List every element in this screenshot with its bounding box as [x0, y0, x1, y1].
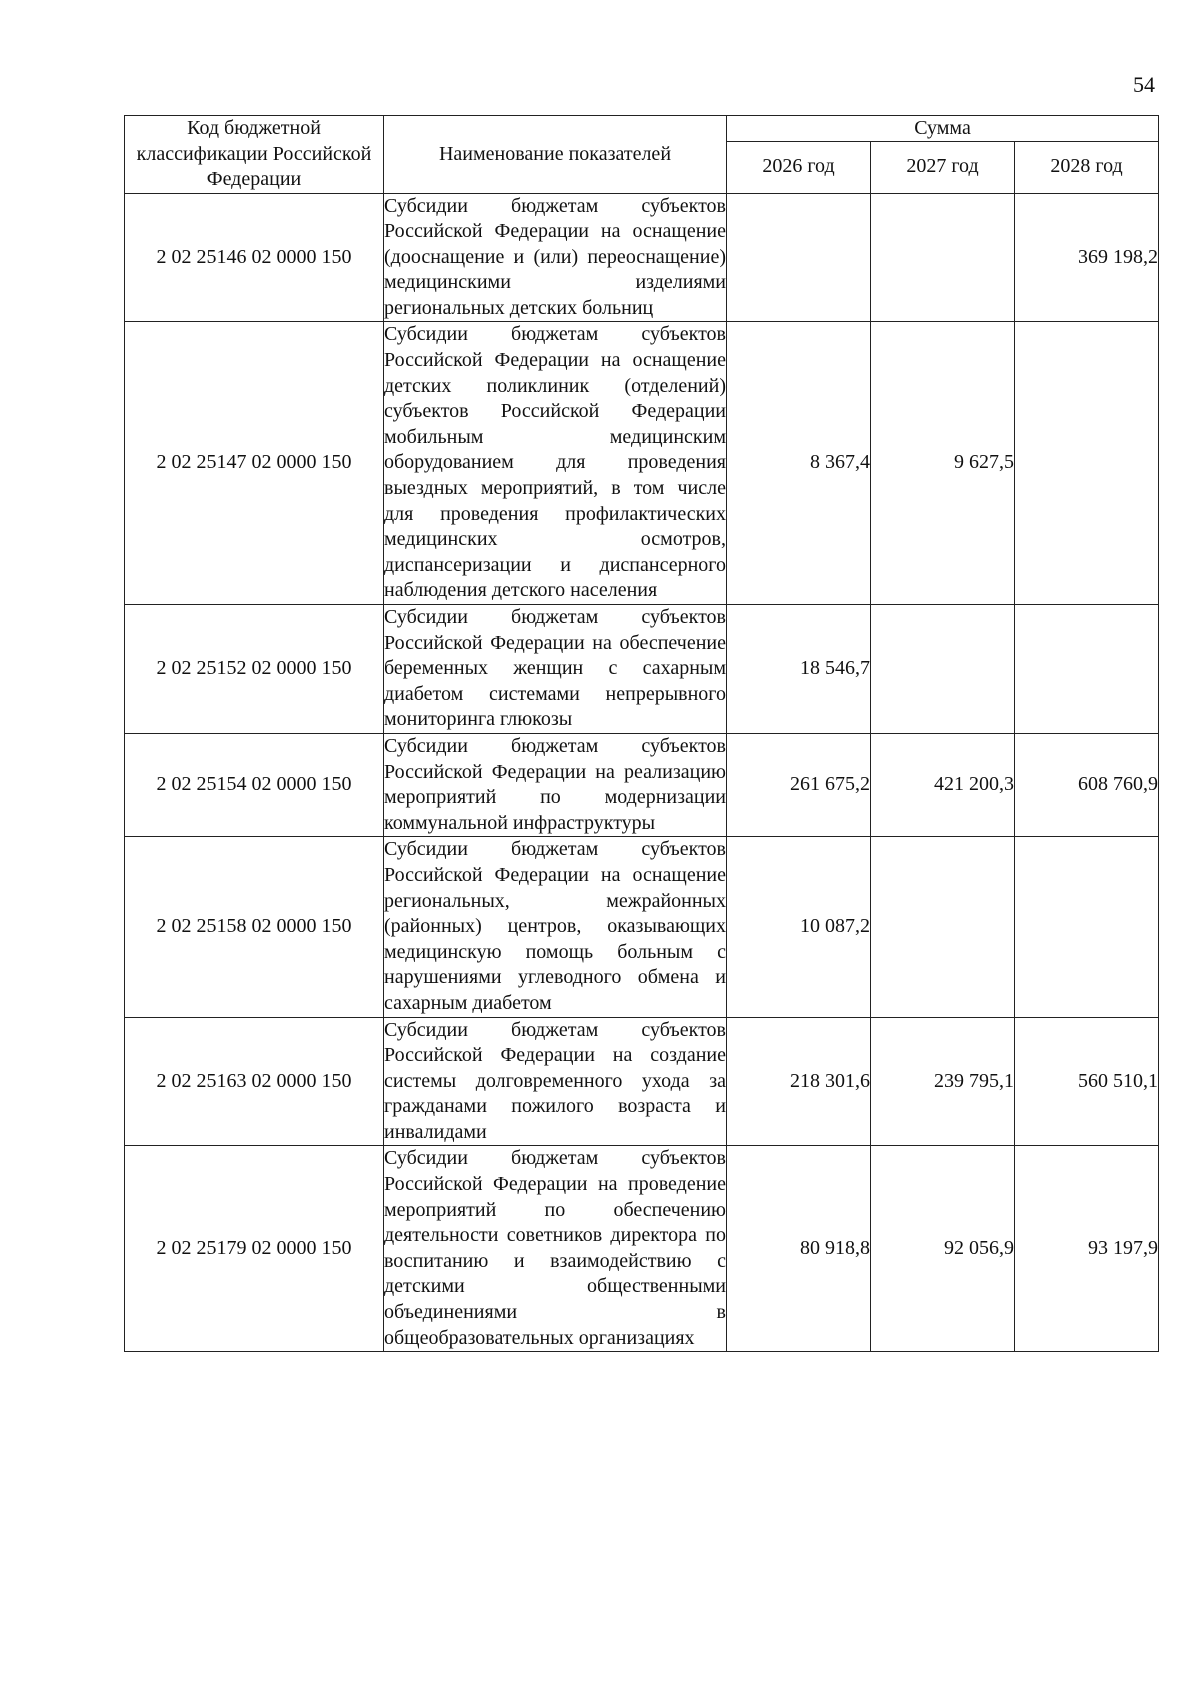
row-name: Субсидии бюджетам субъектов Российской Федерации на оснащение региональных, межрайонных (районных) центров, оказывающих медицинскую помощь больным с нарушениями углеводного обмена и сахарным диабетом — [384, 837, 727, 1017]
row-value-2028: 369 198,2 — [1015, 193, 1159, 322]
row-value-2028 — [1015, 605, 1159, 734]
row-name: Субсидии бюджетам субъектов Российской Федерации на оснащение (дооснащение и (или) переоснащение) медицинскими изделиями региональных детских больниц — [384, 193, 727, 322]
table-row — [125, 605, 1159, 734]
row-value-2027: 239 795,1 — [871, 1017, 1015, 1146]
row-value-2028: 93 197,9 — [1015, 1146, 1159, 1352]
row-code: 2 02 25146 02 0000 150 — [125, 193, 384, 322]
row-code: 2 02 25154 02 0000 150 — [125, 733, 384, 836]
header-year-2027: 2027 год — [871, 141, 1015, 193]
row-name: Субсидии бюджетам субъектов Российской Федерации на реализацию мероприятий по модернизации коммунальной инфраструктуры — [384, 733, 727, 836]
table-row — [125, 1017, 1159, 1146]
row-value-2026: 10 087,2 — [727, 837, 871, 1017]
row-value-2027: 421 200,3 — [871, 733, 1015, 836]
row-value-2028: 560 510,1 — [1015, 1017, 1159, 1146]
row-name: Субсидии бюджетам субъектов Российской Федерации на создание системы долговременного ухода за гражданами пожилого возраста и инвалидами — [384, 1017, 727, 1146]
table-row — [125, 1146, 1159, 1352]
row-value-2028 — [1015, 837, 1159, 1017]
row-value-2026: 8 367,4 — [727, 322, 871, 605]
row-value-2026: 218 301,6 — [727, 1017, 871, 1146]
header-year-2026: 2026 год — [727, 141, 871, 193]
row-value-2027: 92 056,9 — [871, 1146, 1015, 1352]
row-code: 2 02 25179 02 0000 150 — [125, 1146, 384, 1352]
row-name: Субсидии бюджетам субъектов Российской Федерации на обеспечение беременных женщин с сахарным диабетом системами непрерывного мониторинга глюкозы — [384, 605, 727, 734]
row-value-2026 — [727, 193, 871, 322]
row-name: Субсидии бюджетам субъектов Российской Федерации на проведение мероприятий по обеспечению деятельности советников директора по воспитанию и взаимодействию с детскими общественными объединениями в общеобразовательных организациях — [384, 1146, 727, 1352]
row-name: Субсидии бюджетам субъектов Российской Федерации на оснащение детских поликлиник (отделений) субъектов Российской Федерации мобильным медицинским оборудованием для проведения выездных мероприятий, в том числе для проведения профилактических медицинских осмотров, диспансеризации и диспансерного наблюдения детского населения — [384, 322, 727, 605]
header-sum: Сумма — [727, 116, 1159, 142]
row-value-2028 — [1015, 322, 1159, 605]
header-code: Код бюджетной классификации Российской Федерации — [125, 116, 384, 194]
table-row — [125, 322, 1159, 605]
row-value-2026: 80 918,8 — [727, 1146, 871, 1352]
table-row — [125, 733, 1159, 836]
header-year-2028: 2028 год — [1015, 141, 1159, 193]
row-code: 2 02 25147 02 0000 150 — [125, 322, 384, 605]
row-value-2026: 261 675,2 — [727, 733, 871, 836]
table-row — [125, 193, 1159, 322]
row-code: 2 02 25152 02 0000 150 — [125, 605, 384, 734]
row-value-2027: 9 627,5 — [871, 322, 1015, 605]
row-code: 2 02 25163 02 0000 150 — [125, 1017, 384, 1146]
table-row — [125, 837, 1159, 1017]
table-header — [125, 116, 1159, 194]
row-code: 2 02 25158 02 0000 150 — [125, 837, 384, 1017]
row-value-2027 — [871, 837, 1015, 1017]
row-value-2027 — [871, 605, 1015, 734]
header-row — [125, 116, 1159, 142]
table-body — [125, 193, 1159, 1352]
row-value-2027 — [871, 193, 1015, 322]
budget-table — [124, 115, 1159, 1352]
page-number: 54 — [1133, 72, 1155, 97]
header-name: Наименование показателей — [384, 116, 727, 194]
row-value-2028: 608 760,9 — [1015, 733, 1159, 836]
row-value-2026: 18 546,7 — [727, 605, 871, 734]
